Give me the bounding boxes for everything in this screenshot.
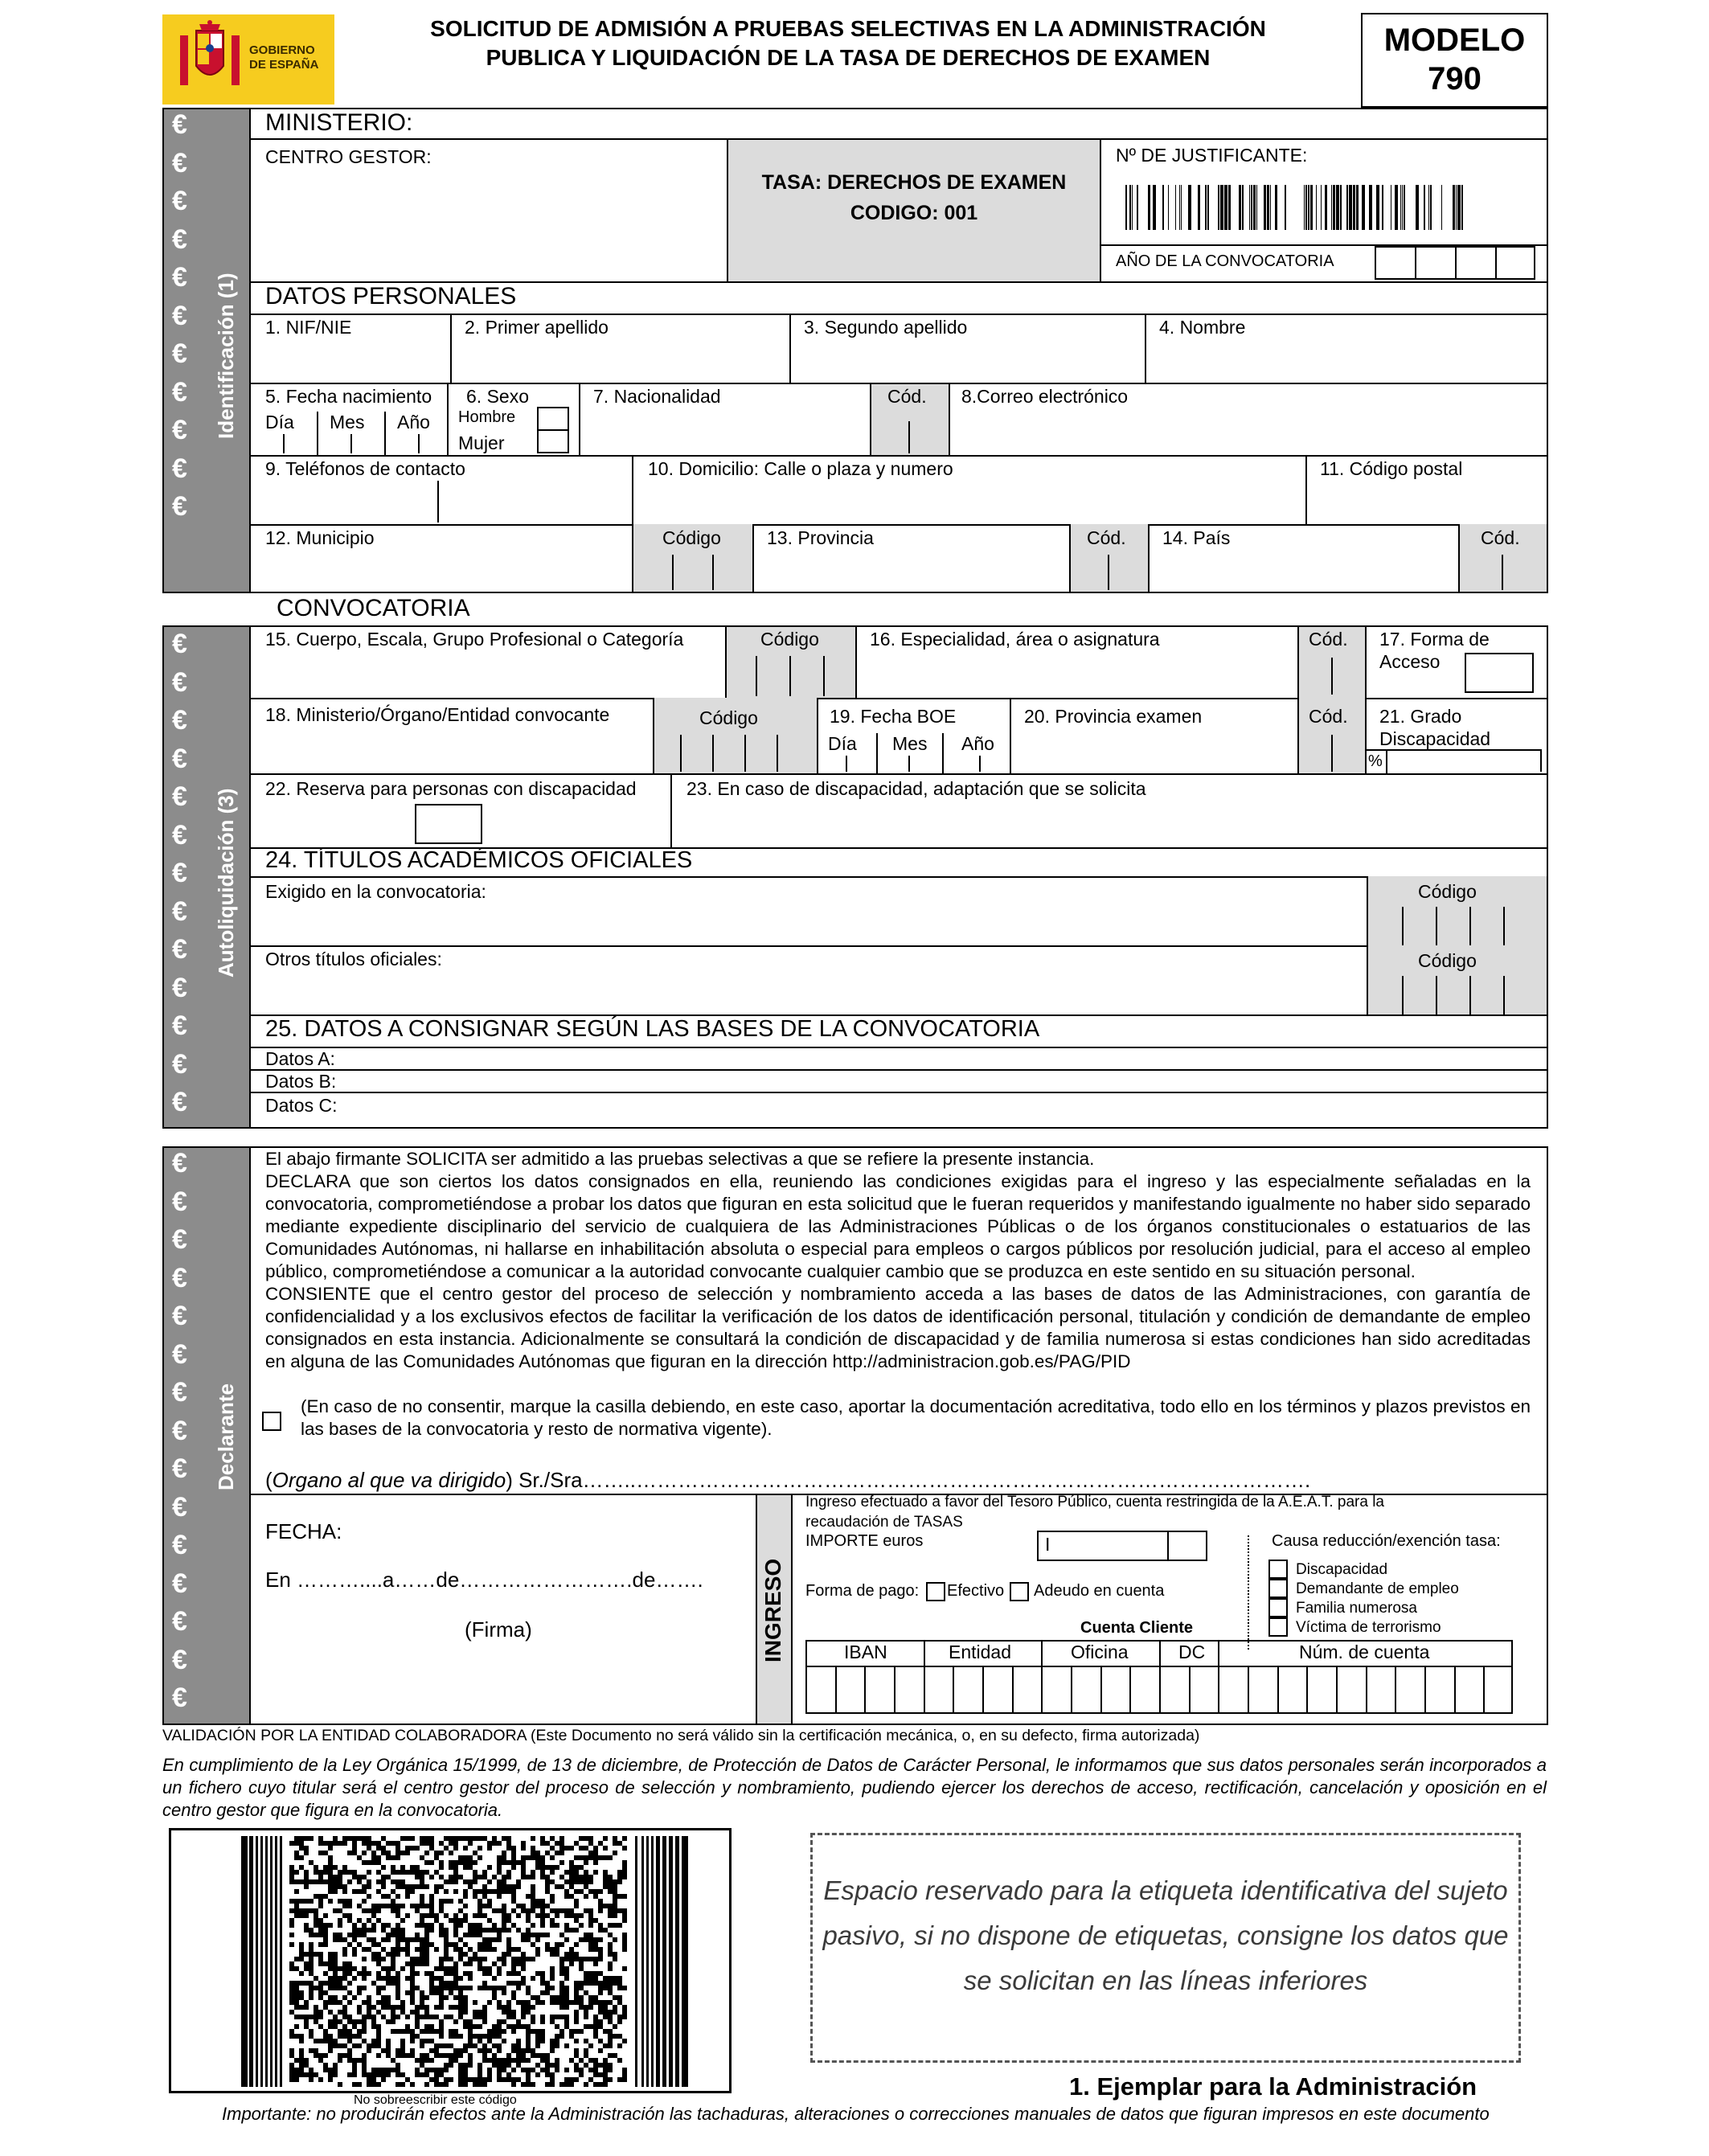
cuenta-cell-divider	[982, 1666, 984, 1714]
euro-symbol-icon: €	[172, 819, 187, 851]
iban-label: IBAN	[844, 1642, 887, 1662]
lopd-text: En cumplimiento de la Ley Orgánica 15/1999, de 13 de diciembre, de Protección de Datos de Carácter Personal, le informamos que sus datos personales serán incorporados a un fichero cuyo titular será el centro gestor del proceso de selección y nombramiento, pudiendo ejercer los derechos de acceso, rectificación, cancelación y oposición en el centro gestor que figura en la convocatoria.	[162, 1755, 1547, 1820]
euro-symbol-icon: €	[172, 666, 187, 698]
cuenta-cell-divider	[1277, 1666, 1279, 1714]
euro-symbol-icon: €	[172, 1683, 187, 1713]
euro-symbol-icon: €	[172, 629, 187, 659]
ministerio-label: MINISTERIO:	[265, 109, 413, 136]
dc-label: DC	[1178, 1642, 1206, 1662]
provincia-examen-input[interactable]	[1011, 730, 1296, 772]
especialidad-label: 16. Especialidad, área o asignatura	[870, 629, 1160, 650]
fecha-nacimiento-label: 5. Fecha nacimiento	[265, 386, 432, 407]
otros-titulos-input[interactable]	[251, 973, 1365, 1013]
adaptacion-input[interactable]	[672, 802, 1545, 846]
justificante-barcode	[1125, 185, 1465, 230]
euro-symbol-icon: €	[172, 338, 187, 369]
ministerio-convocante-label: 18. Ministerio/Órgano/Entidad convocante	[265, 704, 610, 725]
dia-label: Día	[265, 412, 294, 432]
centro-gestor-label: CENTRO GESTOR:	[265, 146, 432, 167]
cuenta-cell-divider	[953, 1666, 954, 1714]
organo-rest: ) Sr./Sra……..…………………………………………………………………………………….	[506, 1468, 1311, 1492]
cuenta-cell-divider	[1218, 1640, 1219, 1714]
modelo-box	[1361, 13, 1548, 108]
euro-symbol-icon: €	[172, 896, 187, 927]
domicilio-label: 10. Domicilio: Calle o plaza y numero	[648, 458, 953, 479]
adaptacion-label: 23. En caso de discapacidad, adaptación que se solicita	[686, 778, 1146, 799]
otros-codigo-label: Código	[1418, 950, 1477, 971]
segundo-apellido-input[interactable]	[791, 341, 1143, 381]
causa-checkbox[interactable]	[1268, 1560, 1288, 1579]
causa-label: Discapacidad	[1296, 1561, 1388, 1578]
euro-symbol-icon: €	[172, 1087, 187, 1117]
identificacion-side-label: Identificación (1)	[214, 273, 238, 439]
euro-symbol-icon: €	[172, 1048, 187, 1080]
organo-line: (Organo al que va dirigido) Sr./Sra……..…………………………………………………………………………………….	[265, 1468, 1311, 1492]
no-consentir-text: (En caso de no consentir, marque la casilla debiendo, en este caso, aportar la documentación acreditativa, todo ello en los términos y plazos previstos en las bases de la convocatoria y resto de normativa vigente).	[301, 1396, 1531, 1439]
declara-paragraph: DECLARA que son ciertos los datos consignados en ella, reuniendo las condiciones exigidas para el ingreso y las especialmente señaladas en la convocatoria, comprometiéndose a probar los datos que figuran en esta solicitud que le fueran requeridos y manifestando igualmente no haber sido separado mediante expediente disciplinario del servicio de cualquiera de las Administraciones Públicas o de los órganos constitucionales o estatuarios de las Comunidades Autónomas, ni hallarse en inhabilitación absoluta o especial para empleos o cargos públicos por resolución judicial, para el acceso al empleo público, comprometiéndose a comunicar a la autoridad convocante cualquier cambio que se produzca en este sentido en su situación personal.	[265, 1171, 1531, 1281]
causa-reduccion-label: Causa reducción/exención tasa:	[1272, 1532, 1501, 1550]
no-consentir-checkbox[interactable]	[262, 1412, 281, 1431]
cuenta-cell-divider	[1306, 1666, 1308, 1714]
declarante-side-label: Declarante	[214, 1383, 238, 1490]
adeudo-label: Adeudo en cuenta	[1034, 1582, 1165, 1600]
causa-checkbox[interactable]	[1268, 1598, 1288, 1617]
cuenta-cell-divider	[1454, 1666, 1456, 1714]
cuenta-cell-divider	[1159, 1640, 1161, 1714]
especialidad-input[interactable]	[859, 654, 1296, 696]
euro-symbol-icon: €	[172, 1606, 187, 1637]
provincia-examen-label: 20. Provincia examen	[1024, 706, 1203, 727]
correo-input[interactable]	[952, 410, 1545, 453]
euro-symbol-icon: €	[172, 262, 187, 293]
declaracion-text	[265, 1148, 1531, 1373]
primer-apellido-label: 2. Primer apellido	[465, 317, 609, 338]
euro-symbol-icon: €	[172, 743, 187, 774]
cuenta-cell-divider	[1100, 1666, 1102, 1714]
anio-convocatoria-label: AÑO DE LA CONVOCATORIA	[1116, 252, 1334, 270]
en-line: En ………....a……de…………………….de…….	[265, 1568, 703, 1592]
no-sobreescribir-text: No sobreescribir este código	[354, 2093, 517, 2107]
importe-input[interactable]	[1037, 1531, 1207, 1561]
validacion-text: VALIDACIÓN POR LA ENTIDAD COLABORADORA (Este Documento no será válido sin la certificación mecánica, o, en su defecto, firma autorizada)	[162, 1727, 1200, 1744]
domicilio-input[interactable]	[633, 482, 1304, 523]
cuenta-cell-divider	[1336, 1666, 1338, 1714]
fecha-nacimiento-input[interactable]	[251, 431, 445, 453]
fecha-label: FECHA:	[265, 1519, 342, 1543]
fecha-boe-label: 19. Fecha BOE	[830, 706, 957, 727]
euro-symbol-icon: €	[172, 781, 187, 812]
convocatoria-title: CONVOCATORIA	[277, 595, 470, 621]
ministerio-convocante-input[interactable]	[251, 728, 651, 772]
euro-symbol-icon: €	[172, 223, 187, 255]
form-title-line2: PUBLICA Y LIQUIDACIÓN DE LA TASA DE DERECHOS DE EXAMEN	[486, 45, 1211, 70]
nombre-input[interactable]	[1146, 341, 1545, 381]
importe-label: IMPORTE euros	[805, 1532, 924, 1550]
boe-dia-label: Día	[828, 733, 857, 754]
telefonos-input[interactable]	[251, 482, 630, 523]
euro-symbol-icon: €	[172, 491, 187, 522]
euro-symbol-icon: €	[172, 1301, 187, 1331]
organo-italic: Organo al que va dirigido	[272, 1468, 506, 1492]
coat-of-arms-icon	[174, 19, 246, 100]
euro-symbol-icon: €	[172, 1568, 187, 1599]
euro-symbol-icon: €	[172, 1415, 187, 1446]
euro-symbol-icon: €	[172, 1453, 187, 1484]
segundo-apellido-label: 3. Segundo apellido	[804, 317, 968, 338]
datos-personales-title: DATOS PERSONALES	[265, 283, 517, 309]
cuenta-cell-divider	[1424, 1666, 1426, 1714]
sexo-hombre-checkbox[interactable]	[537, 407, 569, 431]
nif-input[interactable]	[251, 341, 449, 381]
cuenta-cell-divider	[1012, 1666, 1014, 1714]
euro-symbol-icon: €	[172, 1148, 187, 1178]
euro-symbol-icon: €	[172, 1530, 187, 1560]
provincia-examen-cod-label: Cód.	[1309, 706, 1348, 727]
causa-label: Víctima de terrorismo	[1296, 1619, 1441, 1636]
datos-a-label: Datos A:	[265, 1048, 335, 1069]
importante-text: Importante: no producirán efectos ante la Administración las tachaduras, alteraciones o correcciones manuales de datos que figuran impresos en este documento	[222, 2104, 1490, 2124]
pais-label: 14. País	[1162, 527, 1231, 548]
cuenta-cell-divider	[1395, 1666, 1396, 1714]
euro-symbol-icon: €	[172, 705, 187, 736]
euro-symbol-icon: €	[172, 1224, 187, 1255]
firma-area[interactable]	[257, 1648, 740, 1720]
municipio-codigo-label: Código	[662, 527, 721, 548]
nacionalidad-input[interactable]	[580, 410, 868, 453]
cuenta-cell-divider	[864, 1666, 866, 1714]
pais-cod-label: Cód.	[1481, 527, 1520, 548]
euro-symbol-icon: €	[172, 376, 187, 408]
num-cuenta-label: Núm. de cuenta	[1299, 1642, 1430, 1662]
datos-c-label: Datos C:	[265, 1095, 338, 1116]
exigido-label: Exigido en la convocatoria:	[265, 881, 486, 902]
modelo-number: 790	[1428, 61, 1482, 96]
forma-pago-label: Forma de pago:	[805, 1582, 920, 1600]
cuerpo-escala-input[interactable]	[251, 654, 723, 696]
form-title	[346, 14, 1350, 72]
grado-discapacidad-input[interactable]	[1387, 751, 1542, 772]
sexo-mujer-checkbox[interactable]	[537, 429, 569, 453]
entidad-label: Entidad	[949, 1642, 1012, 1662]
cuenta-cliente-label: Cuenta Cliente	[1080, 1619, 1194, 1637]
reserva-discapacidad-label: 22. Reserva para personas con discapacidad	[265, 778, 637, 799]
efectivo-checkbox[interactable]	[926, 1582, 945, 1601]
euro-symbol-icon: €	[172, 1186, 187, 1217]
oficina-label: Oficina	[1071, 1642, 1129, 1662]
exigido-input[interactable]	[251, 905, 1365, 944]
datos-consignar-title: 25. DATOS A CONSIGNAR SEGÚN LAS BASES DE LA CONVOCATORIA	[265, 1016, 1040, 1042]
form-title-line1: SOLICITUD DE ADMISIÓN A PRUEBAS SELECTIVAS EN LA ADMINISTRACIÓN	[430, 16, 1266, 41]
fecha-boe-input[interactable]	[820, 754, 1013, 772]
cuenta-cell-divider	[1041, 1640, 1043, 1714]
autoliquidacion-side-label: Autoliquidación (3)	[214, 788, 238, 978]
otros-titulos-label: Otros títulos oficiales:	[265, 949, 442, 969]
euro-symbol-icon: €	[172, 1338, 187, 1370]
pdf417-barcode	[241, 1836, 723, 2087]
cuenta-cell-divider	[894, 1666, 895, 1714]
forma-acceso-input[interactable]	[1465, 653, 1534, 693]
boe-mes-label: Mes	[892, 733, 928, 754]
codigo-postal-label: 11. Código postal	[1320, 458, 1463, 479]
datos-b-label: Datos B:	[265, 1071, 337, 1092]
anio-label: Año	[397, 412, 430, 432]
euro-symbol-icon: €	[172, 147, 187, 178]
codigo-postal-input[interactable]	[1307, 482, 1545, 523]
datos-a-input[interactable]	[346, 1048, 1543, 1069]
provincia-input[interactable]	[756, 551, 1068, 590]
gobierno-logo	[162, 14, 334, 105]
reserva-discapacidad-input[interactable]	[415, 804, 482, 844]
euro-symbol-icon: €	[172, 934, 187, 965]
justificante-label: Nº DE JUSTIFICANTE:	[1116, 145, 1308, 166]
grado-discapacidad-label-2: Discapacidad	[1379, 728, 1491, 749]
euro-symbol-icon: €	[172, 972, 187, 1003]
cuenta-cell-divider	[1071, 1666, 1072, 1714]
cuerpo-codigo-label: Código	[760, 629, 819, 650]
causa-label: Familia numerosa	[1296, 1600, 1417, 1617]
correo-label: 8.Correo electrónico	[961, 386, 1129, 407]
grado-discapacidad-label-1: 21. Grado	[1379, 706, 1462, 727]
cuenta-cell-divider	[1129, 1666, 1131, 1714]
titulos-academicos-title: 24. TÍTULOS ACADÉMICOS OFICIALES	[265, 847, 693, 873]
exigido-codigo-label: Código	[1418, 881, 1477, 902]
pais-input[interactable]	[1151, 551, 1457, 590]
causa-label: Demandante de empleo	[1296, 1580, 1459, 1597]
cuenta-cell-divider	[1483, 1666, 1485, 1714]
provincia-label: 13. Provincia	[767, 527, 874, 548]
percent-label: %	[1368, 752, 1383, 770]
ingreso-label: INGRESO	[760, 1558, 785, 1662]
cuenta-cell-divider	[835, 1666, 837, 1714]
euro-symbol-icon: €	[172, 300, 187, 331]
tasa-box	[727, 140, 1101, 281]
tasa-line2: CODIGO: 001	[850, 202, 978, 224]
nacionalidad-label: 7. Nacionalidad	[593, 386, 721, 407]
etiqueta-reservada-text: Espacio reservado para la etiqueta identificativa del sujeto pasivo, si no dispone de etiquetas, consigne los datos que se solicitan en las líneas inferiores	[822, 1875, 1509, 1995]
euro-symbol-icon: €	[172, 858, 187, 888]
datos-c-input[interactable]	[346, 1095, 1543, 1124]
euro-symbol-icon: €	[172, 453, 187, 484]
efectivo-label: Efectivo	[947, 1582, 1005, 1600]
ministerio-codigo-label: Código	[699, 707, 758, 728]
provincia-cod-label: Cód.	[1087, 527, 1126, 548]
nif-label: 1. NIF/NIE	[265, 317, 352, 338]
sexo-label: 6. Sexo	[466, 386, 529, 407]
mujer-label: Mujer	[458, 432, 505, 453]
causa-checkbox[interactable]	[1268, 1579, 1288, 1598]
consiente-paragraph: CONSIENTE que el centro gestor del proceso de selección y nombramiento acceda a las bases de datos de las Administraciones, con garantía de confidencialidad y a los exclusivos efectos de facilitar la verificación de los datos de identificación personal, titulación y condición de demandante de empleo consignados en esta instancia. Adicionalmente se consultará la condición de discapacidad y de familia numerosa si estas condiciones han sido acreditadas en alguna de las Comunidades Autónomas que figuran en la dirección http://administracion.gob.es/PAG/PID	[265, 1284, 1531, 1371]
nacionalidad-cod-label: Cód.	[887, 386, 927, 407]
euro-symbol-icon: €	[172, 1644, 187, 1675]
forma-acceso-label-1: 17. Forma de	[1379, 629, 1490, 650]
telefonos-label: 9. Teléfonos de contacto	[265, 458, 465, 479]
forma-acceso-label-2: Acceso	[1379, 651, 1441, 672]
municipio-input[interactable]	[251, 551, 630, 590]
nombre-label: 4. Nombre	[1159, 317, 1246, 338]
datos-b-input[interactable]	[346, 1071, 1543, 1092]
primer-apellido-input[interactable]	[452, 341, 788, 381]
euro-symbol-icon: €	[172, 1377, 187, 1408]
municipio-label: 12. Municipio	[265, 527, 375, 548]
cuerpo-escala-label: 15. Cuerpo, Escala, Grupo Profesional o Categoría	[265, 629, 684, 650]
ejemplar-label: 1. Ejemplar para la Administración	[1069, 2072, 1477, 2101]
tasa-line1: TASA: DERECHOS DE EXAMEN	[761, 171, 1067, 194]
cuenta-cell-divider	[924, 1640, 925, 1714]
euro-symbol-icon: €	[172, 1010, 187, 1041]
boe-anio-label: Año	[961, 733, 994, 754]
importe-mark: I	[1045, 1534, 1051, 1555]
modelo-label: MODELO	[1383, 23, 1526, 58]
adeudo-checkbox[interactable]	[1010, 1582, 1029, 1601]
firma-label: (Firma)	[465, 1617, 532, 1642]
cuenta-cell-divider	[1189, 1666, 1191, 1714]
logo-text: GOBIERNO DE ESPAÑA	[249, 43, 319, 72]
cuenta-cell-divider	[1366, 1666, 1367, 1714]
solicita-paragraph: El abajo firmante SOLICITA ser admitido a las pruebas selectivas a que se refiere la presente instancia.	[265, 1149, 1095, 1169]
euro-symbol-icon: €	[172, 109, 187, 140]
especialidad-cod-label: Cód.	[1309, 629, 1348, 650]
causa-checkbox[interactable]	[1268, 1617, 1288, 1637]
cuenta-cell-divider	[1248, 1666, 1249, 1714]
hombre-label: Hombre	[458, 408, 516, 426]
ingreso-description: Ingreso efectuado a favor del Tesoro Público, cuenta restringida de la A.E.A.T. para la recaudación de TASAS	[805, 1494, 1384, 1531]
euro-symbol-icon: €	[172, 1491, 187, 1523]
euro-symbol-icon: €	[172, 415, 187, 445]
mes-label: Mes	[330, 412, 365, 432]
euro-symbol-icon: €	[172, 186, 187, 216]
euro-symbol-icon: €	[172, 1262, 187, 1293]
